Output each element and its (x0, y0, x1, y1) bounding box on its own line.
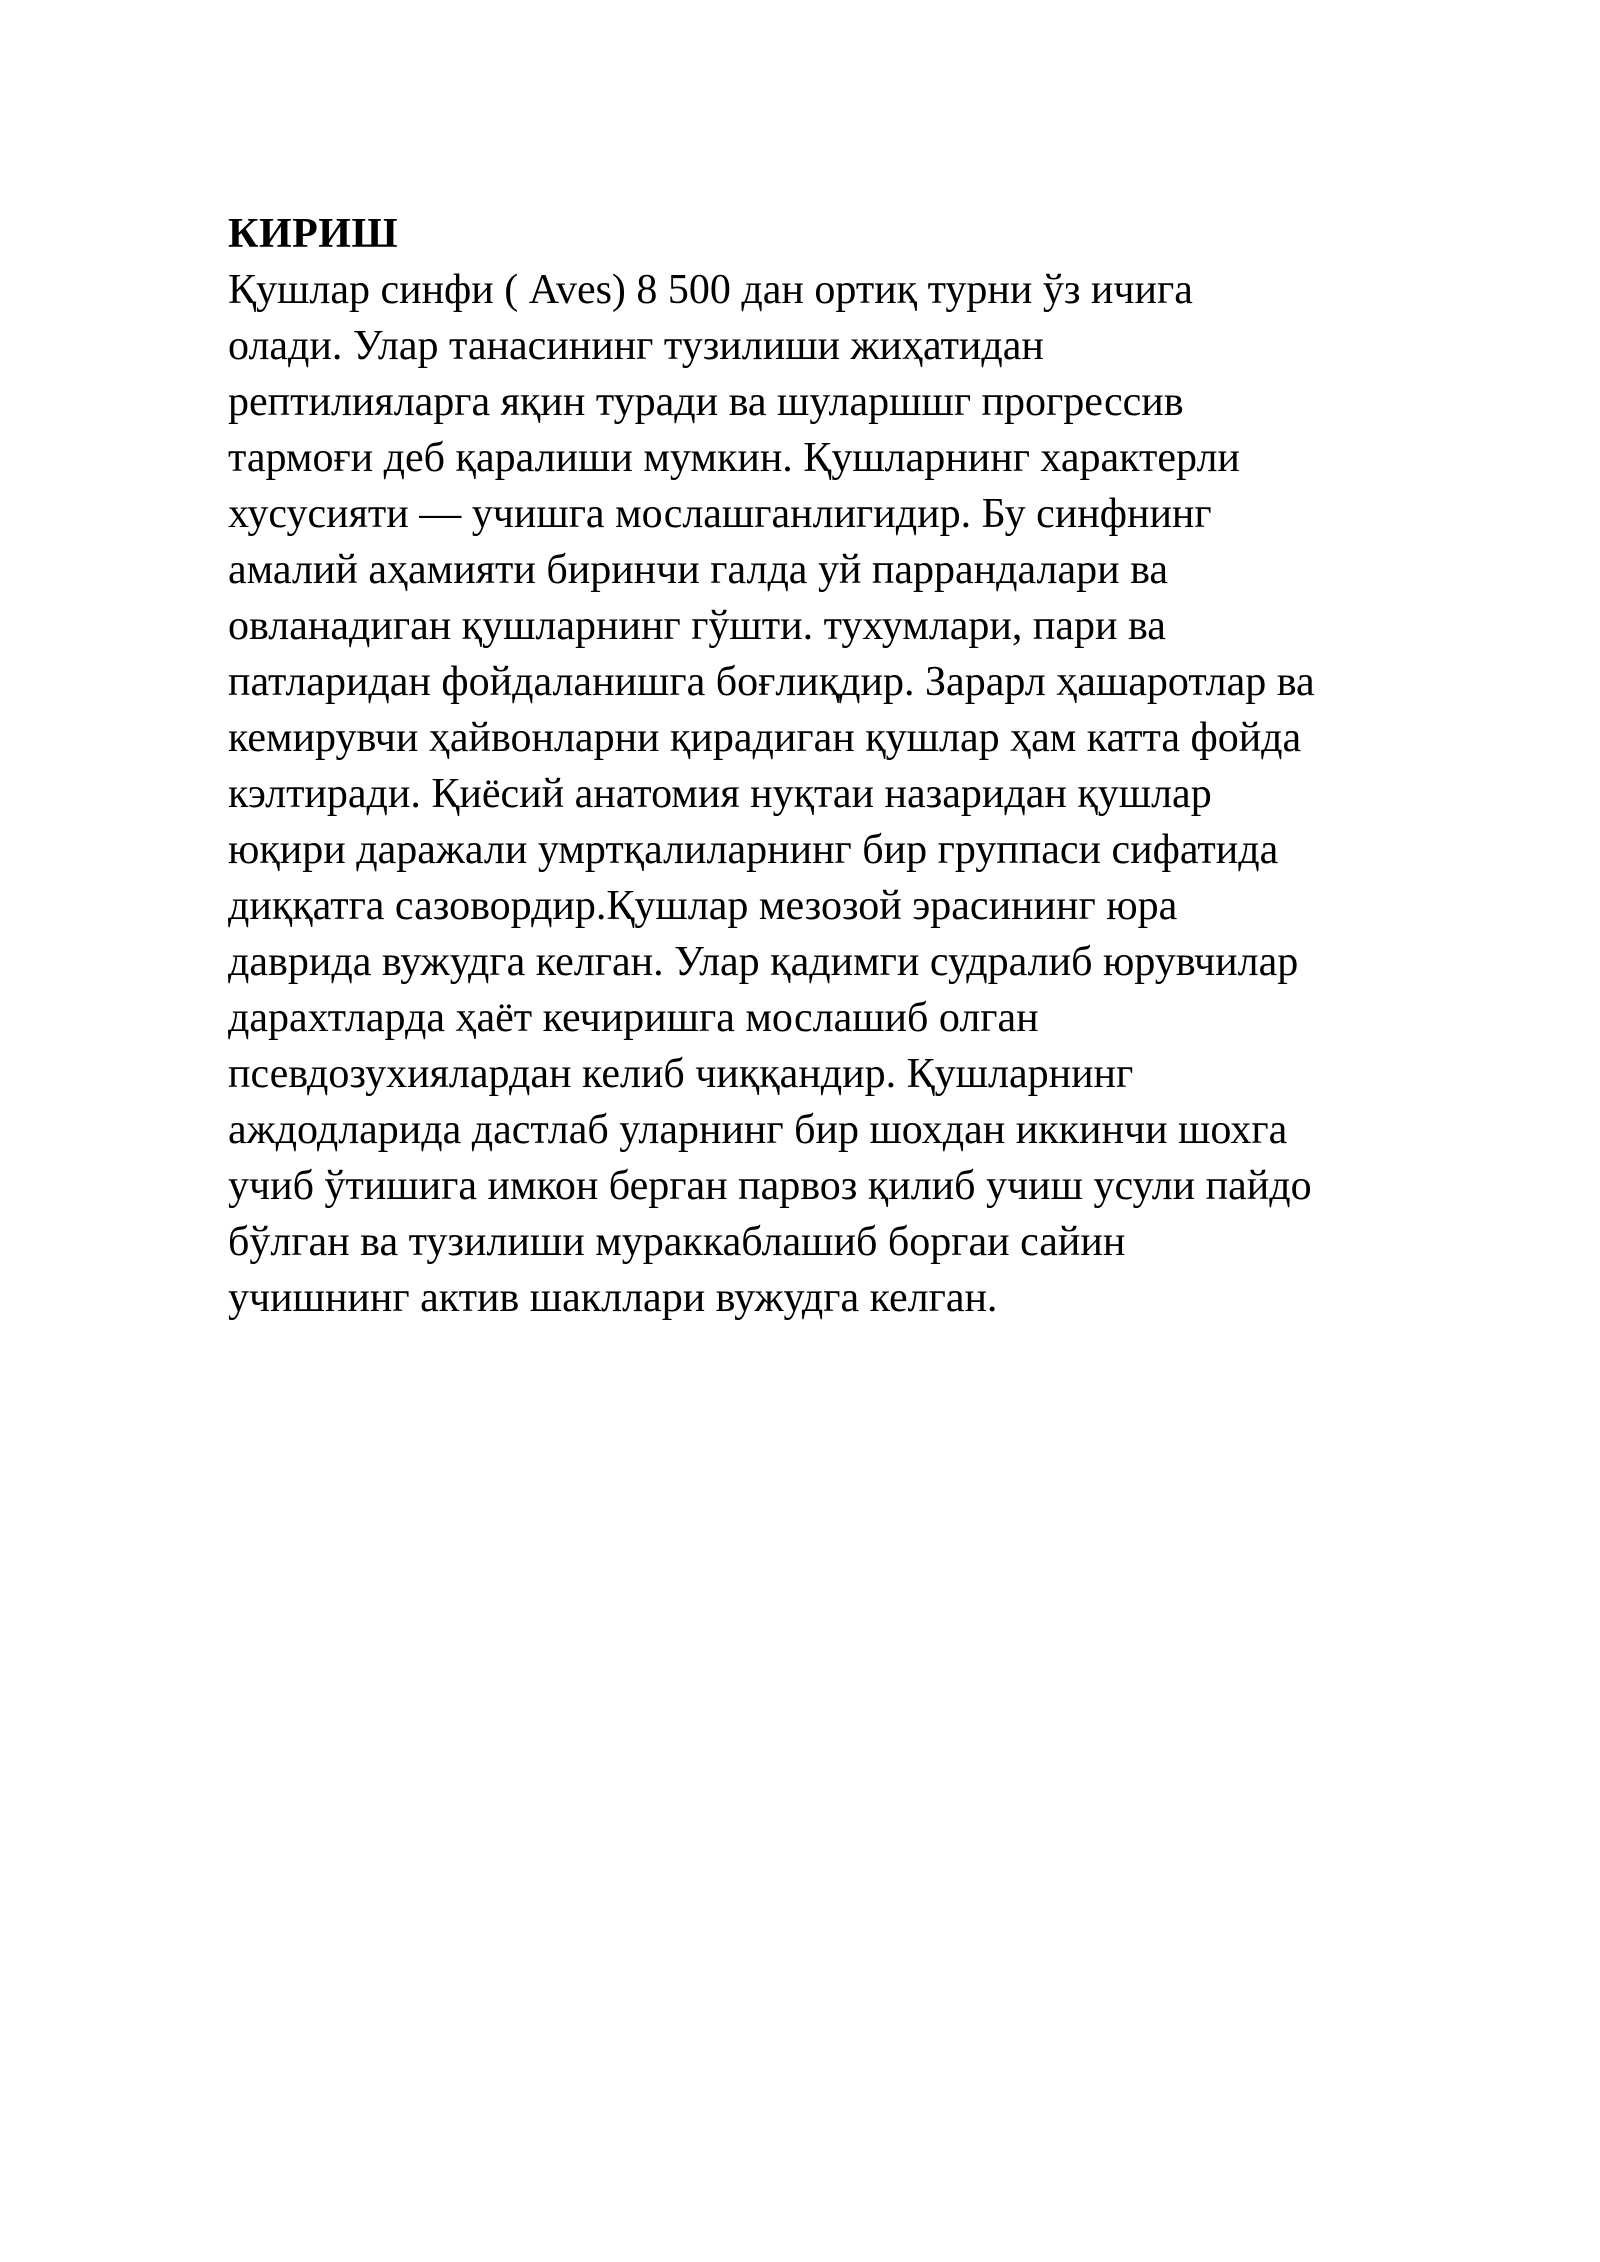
text-line: кэлтиради. Қиёсий анатомия нуқтаи назаридан қушлар (228, 771, 1212, 817)
text-line: юқири даражали умртқалиларнинг бир группаси сифатида (228, 827, 1279, 873)
text-line: олади. Улар танасининг тузилиши жиҳатидан (228, 323, 1044, 369)
text-line: рептилияларга яқин туради ва шуларшшг прогрессив (228, 379, 1184, 425)
text-line: псевдозухиялардан келиб чиққандир. Қушларнинг (228, 1051, 1134, 1097)
text-line: овланадиган қушларнинг гўшти. тухумлари, пари ва (228, 603, 1166, 649)
document-content (228, 206, 1528, 1326)
text-line: кемирувчи ҳайвонларни қирадиган қушлар ҳам катта фойда (228, 715, 1302, 761)
text-line: даврида вужудга келган. Улар қадимги судралиб юрувчилар (228, 939, 1299, 985)
text-line: хусусияти — учишга мослашганлигидир. Бу синфнинг (228, 491, 1212, 537)
text-line: Қушлар синфи ( Aves) 8 500 дан ортиқ турни ўз ичига (228, 267, 1193, 313)
text-line: амалий аҳамияти биринчи галда уй паррандалари ва (228, 547, 1169, 593)
text-line: учишнинг актив шакллари вужудга келган. (228, 1275, 998, 1321)
text-line: дарахтларда ҳаёт кечиришга мослашиб олган (228, 995, 1039, 1041)
text-line: учиб ўтишига имкон берган парвоз қилиб учиш усули пайдо (228, 1163, 1312, 1209)
text-line: патларидан фойдаланишга боғлиқдир. Зарарл ҳашаротлар ва (228, 659, 1315, 705)
text-line: аждодларида дастлаб уларнинг бир шохдан иккинчи шохга (228, 1107, 1288, 1153)
text-line: тармоғи деб қаралиши мумкин. Қушларнинг характерли (228, 435, 1240, 481)
text-line: диққатга сазовордир.Қушлар мезозой эрасининг юра (228, 883, 1178, 929)
body-paragraph (228, 262, 1528, 1326)
section-heading: КИРИШ (228, 211, 399, 257)
text-line: бўлган ва тузилиши мураккаблашиб боргаи сайин (228, 1219, 1126, 1265)
